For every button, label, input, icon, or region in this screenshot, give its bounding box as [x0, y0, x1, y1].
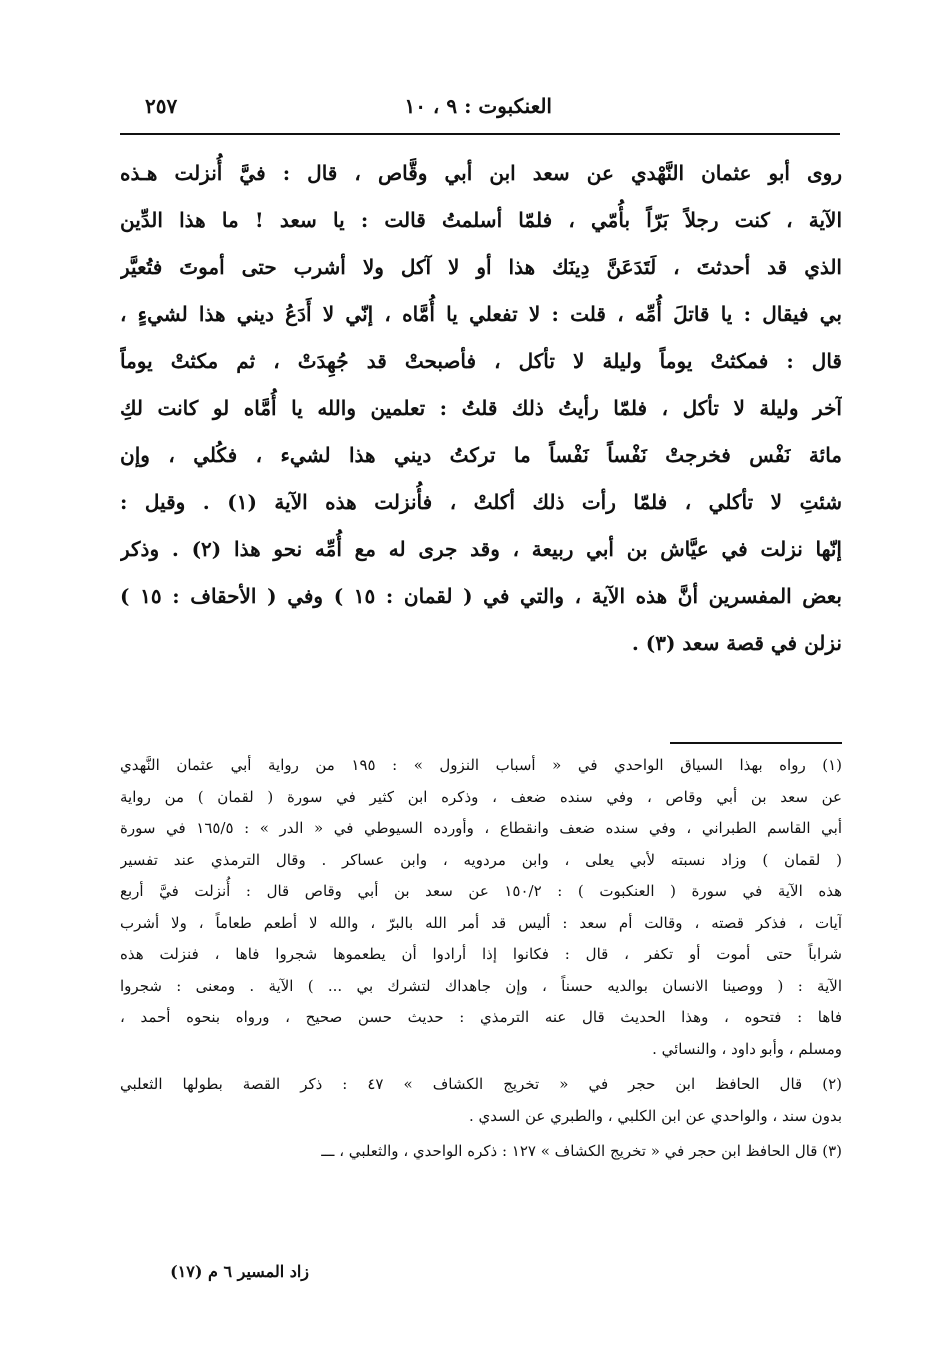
footnote-line: ( لقمان ) وزاد نسبته لأبي يعلى ، وابن مردويه ، وابن عساكر . وقال الترمذي عند تفسير: [120, 850, 842, 869]
footnote-3: [120, 1136, 842, 1168]
main-text-line: مائة نَفْس فخرجتْ نَفْساً نَفْساً ما تركتُ ديني هذا لشيء ، فكُلي ، وإن: [120, 443, 842, 467]
footnote-line: (١) رواه بهذا السياق الواحدي في « أسباب النزول » : ١٩٥ من رواية أبي عثمان النَّهدي: [120, 756, 842, 774]
page-header: [125, 88, 812, 128]
main-text: [120, 150, 842, 667]
footnotes: [120, 750, 842, 1168]
footnote-line: شراباً حتى أموت أو تكفر ، قال : فكانوا إذا أرادوا أن يطعموها شجروا فاها ، فنزلت هذه: [120, 945, 842, 963]
footnote-line: عن سعد بن أبي وقاص ، وفي سنده ضعف ، وذكره ابن كثير في سورة ( لقمان ) من رواية: [120, 787, 842, 806]
main-text-line: روى أبو عثمان النَّهْدي عن سعد ابن أبي وقَّاص ، قال : فيَّ أُنزلت هـذه: [120, 161, 842, 185]
main-text-line: الذي قد أحدثتَ ، لَتَدَعَنَّ دِينَك هذا أو لا آكل ولا أشرب حتى أموتَ فتُعيَّر: [120, 255, 842, 279]
footnote-line: هذه الآية في سورة ( العنكبوت ) : ١٥٠/٢ عن سعد بن أبي وقاص قال : أُنزلت فيَّ أربع: [120, 882, 842, 900]
footnote-line: بدون سند ، والواحدي عن ابن الكلبي ، والطبري عن السدي .: [468, 1106, 842, 1125]
footnote-line: (٣) قال الحافظ ابن حجر في « تخريج الكشاف » ١٢٧ : ذكره الواحدي ، والثعلبي ، ـــ: [321, 1142, 842, 1160]
main-text-line: الآية ، كنت رجلاً بَرّاً بأُمّي ، فلمّا أسلمتُ قالت : يا سعد ! ما هذا الدِّين: [120, 208, 842, 232]
footnote-line: (٢) قال الحافظ ابن حجر في « تخريج الكشاف » ٤٧ : ذكر القصة بطولها الثعلبي: [120, 1075, 842, 1093]
page-number: ٢٥٧: [145, 94, 178, 118]
main-text-line: بعض المفسرين أنَّ هذه الآية ، والتي في ( لقمان : ١٥ ) وفي ( الأحقاف : ١٥ ): [120, 584, 842, 608]
main-text-line: إنّها نزلت في عيَّاش بن أبي ربيعة ، وقد جرى له مع أُمِّه نحو هذا (٢) . وذكر: [120, 537, 842, 561]
footnote-2: [120, 1069, 842, 1132]
main-text-line: آخر وليلة لا تأكل ، فلمّا رأيتُ ذلك قلتُ : تعلمين والله يا أُمَّاه لو كانت لكِ: [120, 396, 842, 420]
running-title: العنكبوت : ٩ ، ١٠: [404, 94, 552, 118]
main-text-line: شئتِ لا تأكلي ، فلمّا رأت ذلك أكلتْ ، فأُنزلت هذه الآية (١) . وقيل :: [120, 490, 842, 514]
footnote-separator: [670, 742, 842, 744]
footnote-line: آيات ، فذكر قصته ، وقالت أم سعد : أليس قد أمر الله بالبرّ ، والله لا أطعم طعاماً ، ولا أشرب: [120, 913, 842, 932]
footnote-1: [120, 750, 842, 1065]
printer-signature: زاد المسير ٦ م (١٧): [170, 1262, 309, 1281]
footnote-line: الآية : ( ووصينا الانسان بوالديه حسناً ، وإن جاهداك لتشرك بي ... ) الآية . ومعنى : شجروا: [120, 976, 842, 995]
main-text-line: بي فيقال : يا قاتلَ أُمِّه ، قلت : لا تفعلي يا أُمَّاه ، إنّي لا أَدَعُ ديني هذا لشيءٍ ،: [120, 302, 842, 326]
footnote-line: أبي القاسم الطبراني ، وفي سنده ضعف وانقطاع ، وأورده السيوطي في « الدر » : ١٦٥/٥ في سورة: [120, 819, 842, 837]
main-text-line: نزلن في قصة سعد (٣) .: [631, 631, 842, 655]
header-rule: [120, 133, 840, 135]
main-text-line: قال : فمكثتْ يوماً وليلة لا تأكل ، فأصبحتْ قد جُهِدَتْ ، ثم مكثتْ يوماً: [120, 349, 842, 373]
footnote-line: فاها : فتحوه ، وهذا الحديث قال عنه الترمذي : حديث حسن صحيح ، ورواه بنحوه أحمد ،: [120, 1008, 842, 1026]
footnote-line: ومسلم ، وأبو داود ، والنسائي .: [652, 1039, 842, 1058]
